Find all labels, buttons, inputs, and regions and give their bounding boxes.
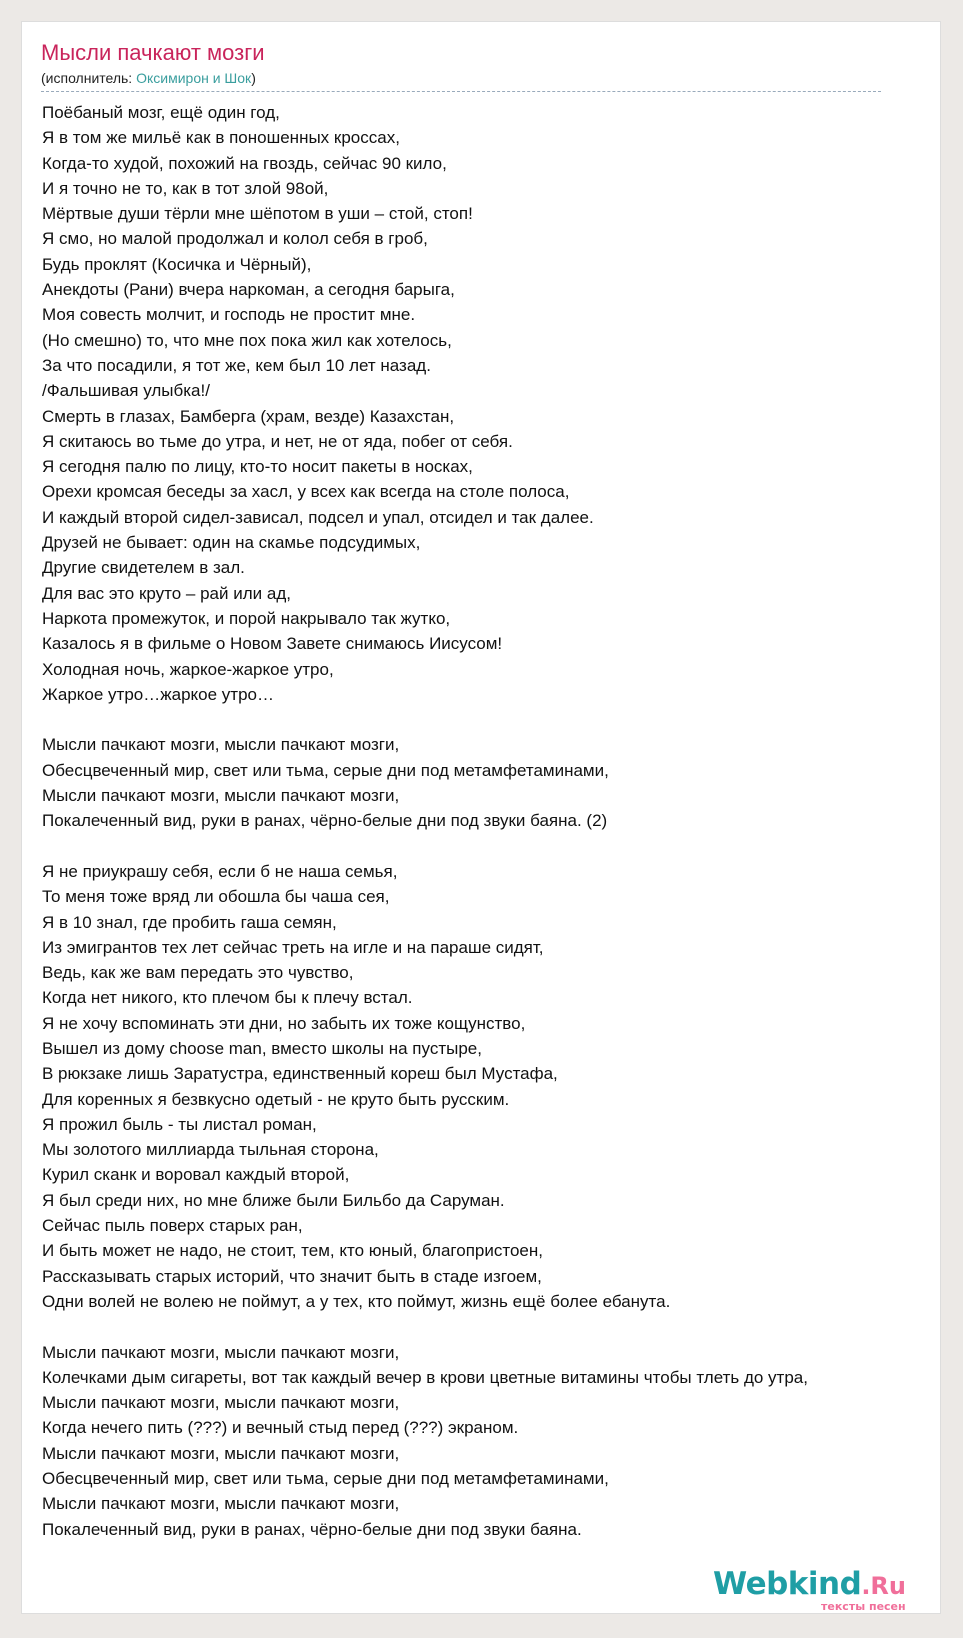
lyric-line: Мысли пачкают мозги, мысли пачкают мозги, [42, 735, 400, 755]
lyric-line: Мысли пачкают мозги, мысли пачкают мозги, [42, 1443, 400, 1463]
lyric-line: Для вас это круто – рай или ад, [42, 583, 291, 603]
logo-tld: .Ru [861, 1572, 906, 1600]
lyric-line: Я был среди них, но мне ближе были Бильбо да Саруман. [42, 1190, 505, 1210]
lyric-line: Я смо, но малой продолжал и колол себя в гроб, [42, 229, 428, 249]
lyric-line: Обесцвеченный мир, свет или тьма, серые дни под метамфетаминами, [42, 1469, 609, 1489]
lyric-line: И быть может не надо, не стоит, тем, кто юный, благопристоен, [42, 1241, 543, 1261]
lyric-line: Другие свидетелем в зал. [42, 558, 245, 578]
lyric-line: Вышел из дому choose man, вместо школы на пустыре, [42, 1038, 482, 1058]
lyric-line: Ведь, как же вам передать это чувство, [42, 963, 354, 983]
lyric-line: За что посадили, я тот же, кем был 10 лет назад. [42, 355, 431, 375]
lyric-line: Покалеченный вид, руки в ранах, чёрно-белые дни под звуки баяна. (2) [42, 811, 608, 831]
lyric-line: То меня тоже вряд ли обошла бы чаша сея, [42, 887, 390, 907]
lyric-line: Мысли пачкают мозги, мысли пачкают мозги, [42, 786, 400, 806]
lyric-line: Холодная ночь, жаркое-жаркое утро, [42, 659, 334, 679]
artist-line [41, 70, 256, 86]
lyric-line: Мёртвые души тёрли мне шёпотом в уши – стой, стоп! [42, 204, 473, 224]
lyric-line: Покалеченный вид, руки в ранах, чёрно-белые дни под звуки баяна. [42, 1519, 582, 1539]
divider [41, 91, 881, 92]
lyric-line: (Но смешно) то, что мне пох пока жил как хотелось, [42, 330, 452, 350]
lyric-line: Из эмигрантов тех лет сейчас треть на игле и на параше сидят, [42, 937, 544, 957]
lyric-line: Жаркое утро…жаркое утро… [42, 684, 274, 704]
webkind-logo[interactable] [713, 1566, 906, 1613]
lyric-line: Мы золотого миллиарда тыльная сторона, [42, 1140, 379, 1160]
lyric-line: Я сегодня палю по лицу, кто-то носит пакеты в носках, [42, 457, 473, 477]
lyric-line: Мысли пачкают мозги, мысли пачкают мозги, [42, 1393, 400, 1413]
lyric-line: Когда-то худой, похожий на гвоздь, сейчас 90 кило, [42, 153, 447, 173]
song-title: Мысли пачкают мозги [41, 40, 265, 65]
lyric-line: Я в том же мильё как в поношенных кроссах, [42, 128, 400, 148]
logo-name: Webkind [713, 1566, 862, 1602]
lyric-line: Обесцвеченный мир, свет или тьма, серые дни под метамфетаминами, [42, 760, 609, 780]
artist-prefix: (исполнитель: [41, 70, 137, 86]
lyric-line: Казалось я в фильме о Новом Завете снимаюсь Иисусом! [42, 634, 503, 654]
lyric-line: Друзей не бывает: один на скамье подсудимых, [42, 533, 421, 553]
lyric-line: Курил сканк и воровал каждый второй, [42, 1165, 350, 1185]
lyric-line: Одни волей не волею не поймут, а у тех, кто поймут, жизнь ещё более ебанута. [42, 1291, 671, 1311]
lyric-line: Я скитаюсь во тьме до утра, и нет, не от яда, побег от себя. [42, 431, 513, 451]
lyric-line: /Фальшивая улыбка!/ [42, 381, 210, 401]
lyric-line: Наркота промежуток, и порой накрывало так жутко, [42, 608, 451, 628]
lyric-line: Рассказывать старых историй, что значит быть в стаде изгоем, [42, 1266, 542, 1286]
lyric-line: В рюкзаке лишь Заратустра, единственный кореш был Мустафа, [42, 1064, 558, 1084]
lyric-line: Моя совесть молчит, и господь не простит мне. [42, 305, 416, 325]
lyric-line: И каждый второй сидел-зависал, подсел и упал, отсидел и так далее. [42, 507, 594, 527]
stanza-break [42, 1314, 808, 1339]
lyric-line: Сейчас пыль поверх старых ран, [42, 1216, 303, 1236]
stanza-break [42, 834, 808, 859]
artist-link[interactable]: Оксимирон и Шок [136, 70, 252, 86]
lyrics-text [42, 100, 808, 1542]
lyric-line: И я точно не то, как в тот злой 98ой, [42, 178, 329, 198]
lyric-line: Колечками дым сигареты, вот так каждый вечер в крови цветные витамины чтобы тлеть до утра, [42, 1367, 808, 1387]
lyric-line: Анекдоты (Рани) вчера наркоман, а сегодня барыга, [42, 280, 455, 300]
lyric-line: Я не приукрашу себя, если б не наша семья, [42, 861, 398, 881]
lyric-line: Когда нет никого, кто плечом бы к плечу встал. [42, 988, 413, 1008]
artist-suffix: ) [251, 70, 256, 86]
lyric-line: Будь проклят (Косичка и Чёрный), [42, 254, 312, 274]
lyric-line: Поёбаный мозг, ещё один год, [42, 103, 280, 122]
lyric-line: Орехи кромсая беседы за хасл, у всех как всегда на столе полоса, [42, 482, 570, 502]
lyric-line: Смерть в глазах, Бамберга (храм, везде) Казахстан, [42, 406, 455, 426]
lyric-line: Я в 10 знал, где пробить гаша семян, [42, 912, 337, 932]
lyric-line: Мысли пачкают мозги, мысли пачкают мозги, [42, 1494, 400, 1514]
lyric-line: Я прожил быль - ты листал роман, [42, 1114, 317, 1134]
logo-tagline: тексты песен [821, 1600, 906, 1613]
lyric-line: Мысли пачкают мозги, мысли пачкают мозги, [42, 1342, 400, 1362]
lyric-line: Для коренных я безвкусно одетый - не круто быть русским. [42, 1089, 510, 1109]
lyric-line: Я не хочу вспоминать эти дни, но забыть их тоже кощунство, [42, 1013, 526, 1033]
lyric-line: Когда нечего пить (???) и вечный стыд перед (???) экраном. [42, 1418, 519, 1438]
stanza-break [42, 707, 808, 732]
